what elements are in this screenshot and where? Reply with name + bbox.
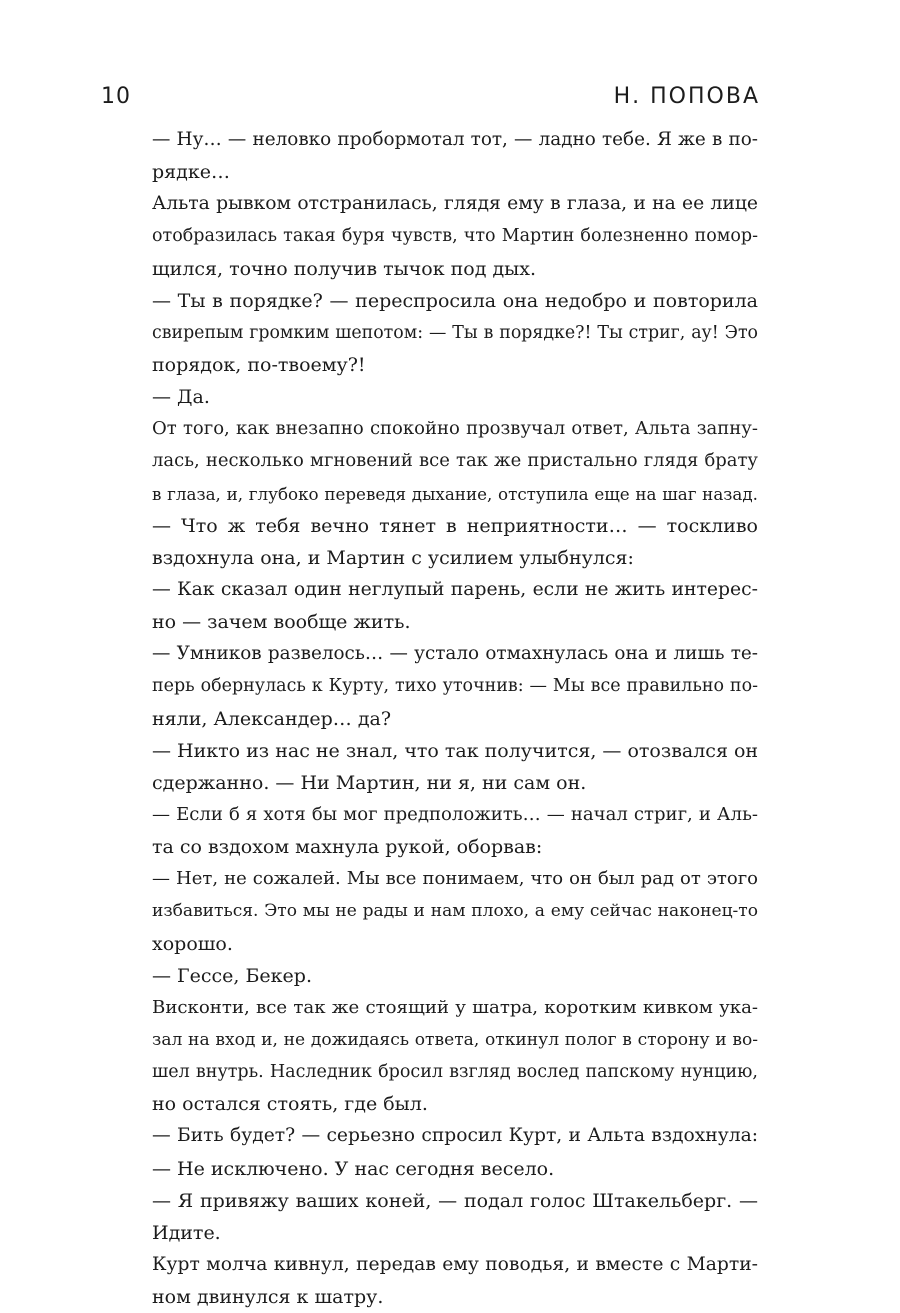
text-line: — Никто из нас не знал, что так получится, — отозвался он [152,739,759,762]
text-line: в глаза, и, глубоко переведя дыхание, отступила еще на шаг назад. [152,483,758,504]
text-line: — Если б я хотя бы мог предположить… — начал стриг, и Аль- [152,803,758,825]
text-line: свирепым громким шепотом: — Ты в порядке?! Ты стриг, ау! Это [152,322,758,343]
text-line: шел внутрь. Наследник бросил взгляд вослед папскому нунцию, [152,1062,758,1083]
text-line: От того, как внезапно спокойно прозвучал ответ, Альта запну- [152,418,758,440]
text-line: — Ну… — неловко пробормотал тот, — ладно тебе. Я же в по- [152,129,758,150]
text-line: — Да. [152,386,210,409]
text-line: Курт молча кивнул, передав ему поводья, и вместе с Марти- [152,1253,758,1275]
text-line: рядке… [152,161,230,184]
text-line: порядок, по-твоему?! [152,353,366,376]
text-line: но остался стоять, где был. [152,1093,428,1116]
page-number: 10 [101,84,131,109]
text-line: зал на вход и, не дожидаясь ответа, откинул полог в сторону и во- [152,1029,758,1050]
text-line: перь обернулась к Курту, тихо уточнив: — Мы все правильно по- [152,676,758,697]
text-line: — Ты в порядке? — переспросила она недобро и повторила [152,289,758,312]
text-line: — Не исключено. У нас сегодня весело. [152,1157,555,1180]
text-line: щился, точно получив тычок под дых. [152,257,537,280]
body-text [152,124,758,1313]
text-line: Идите. [152,1221,221,1244]
text-line: та со вздохом махнула рукой, оборвав: [152,836,543,859]
text-line: сдержанно. — Ни Мартин, ни я, ни сам он. [152,771,587,794]
text-line: ном двинулся к шатру. [152,1286,384,1309]
text-line: Альта рывком отстранилась, глядя ему в глаза, и на ее лице [152,193,758,215]
text-line: — Как сказал один неглупый парень, если не жить интерес- [152,578,758,600]
text-line: вздохнула она, и Мартин с усилием улыбнулся: [152,546,634,569]
text-line: хорошо. [152,932,233,955]
text-line: — Нет, не сожалей. Мы все понимаем, что он был рад от этого [152,868,758,890]
running-header-author: Н. ПОПОВА [613,84,760,109]
text-line: отобразилась такая буря чувств, что Мартин болезненно помор- [152,226,758,247]
text-line: — Умников развелось… — устало отмахнулась она и лишь те- [152,643,758,665]
text-line: — Я привяжу ваших коней, — подал голос Штакельберг. — [152,1189,758,1212]
text-line: — Бить будет? — серьезно спросил Курт, и Альта вздохнула: [152,1125,758,1147]
text-line: лась, несколько мгновений все так же пристально глядя брату [152,450,758,472]
text-line: няли, Александер… да? [152,707,392,730]
text-line: Висконти, все так же стоящий у шатра, коротким кивком ука- [152,996,758,1018]
text-line: избавиться. Это мы не рады и нам плохо, а ему сейчас наконец-то [152,901,758,922]
text-line: — Гессе, Бекер. [152,964,312,987]
text-line: но — зачем вообще жить. [152,611,411,634]
text-line: — Что ж тебя вечно тянет в неприятности… — тоскливо [152,514,758,537]
